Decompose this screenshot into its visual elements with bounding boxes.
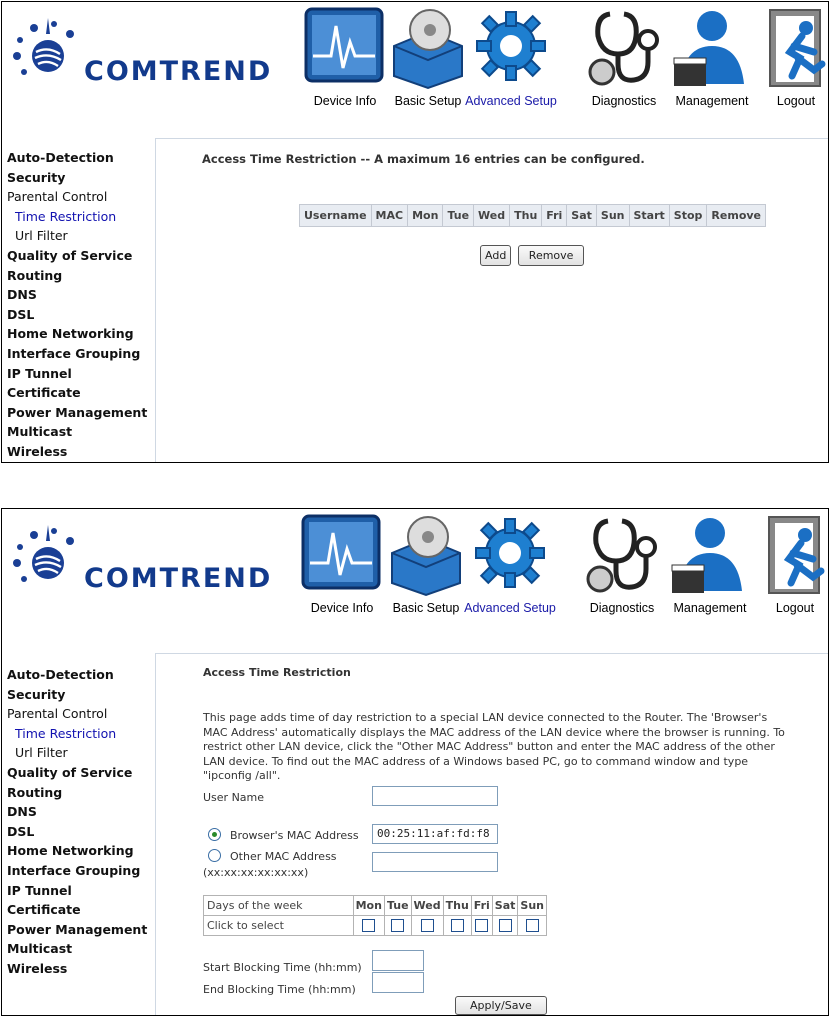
nav-label: Device Info [310,601,374,615]
sidebar-item-home-networking[interactable]: Home Networking [7,843,134,859]
nav-basic-setup[interactable] [386,6,470,116]
day-sun: Sun [518,896,547,916]
sidebar-item-routing[interactable]: Routing [7,267,63,283]
nav-label: Basic Setup [394,94,462,108]
device-info-icon [303,6,387,90]
sidebar-menu [7,150,157,464]
other-mac-radio[interactable] [208,849,221,862]
nav-device-info[interactable] [303,6,387,116]
button-row [480,245,802,266]
nav-label: Management [675,94,749,108]
col-mac: MAC [371,205,408,227]
fri-checkbox[interactable] [475,919,488,932]
day-fri: Fri [471,896,492,916]
thu-checkbox[interactable] [451,919,464,932]
wed-checkbox[interactable] [421,919,434,932]
sidebar-item-quality-of-service[interactable]: Quality of Service [7,764,133,780]
sidebar-item-auto-detection[interactable]: Auto-Detection [7,667,114,682]
logo-mark-icon [12,16,82,86]
start-time-label: Start Blocking Time (hh:mm) [203,961,362,974]
page-description: This page adds time of day restriction to a special LAN device connected to the Router. The 'Browser's MAC Address' automatically displays the MAC address of the LAN device where the browser is running. To restrict other LAN device, click the "Other MAC Address" button and enter the MAC address of the other LAN device. To find out the MAC address of a Windows based PC, go to command window and type "ipconfig /all". [203,711,785,782]
list-content [202,152,802,266]
basic-setup-icon [384,513,468,597]
page-title: Access Time Restriction [203,666,351,679]
comtrend-logo [12,22,282,102]
sidebar-item-home-networking[interactable]: Home Networking [7,326,134,342]
day-mon: Mon [353,896,384,916]
brand-name: COMTREND [84,56,273,87]
tue-checkbox[interactable] [391,919,404,932]
col-tue: Tue [443,205,474,227]
nav-logout[interactable] [753,513,831,623]
col-thu: Thu [510,205,542,227]
col-start: Start [629,205,669,227]
add-button[interactable]: Add [480,245,511,266]
advanced-setup-icon [469,6,553,90]
nav-basic-setup[interactable] [384,513,468,623]
remove-button[interactable]: Remove [518,245,585,266]
sidebar-item-url-filter[interactable]: Url Filter [15,228,68,244]
nav-label: Diagnostics [589,601,655,615]
day-wed: Wed [411,896,443,916]
col-sun: Sun [596,205,629,227]
sidebar-item-wireless[interactable]: Wireless [7,960,68,976]
sidebar-item-time-restriction[interactable]: Time Restriction [15,725,117,741]
sidebar-item-routing[interactable]: Routing [7,784,63,800]
mac-format-hint: (xx:xx:xx:xx:xx:xx) [203,866,309,879]
mon-checkbox[interactable] [362,919,375,932]
device-info-icon [300,513,384,597]
table-header-row [300,205,766,227]
diagnostics-icon [580,513,664,597]
sidebar-item-power-management[interactable]: Power Management [7,921,148,937]
sidebar [2,150,156,462]
sidebar-item-time-restriction[interactable]: Time Restriction [15,208,117,224]
sidebar-item-dns[interactable]: DNS [7,804,37,820]
sidebar-item-security[interactable]: Security [7,686,66,702]
logout-icon [754,6,831,90]
brand-name: COMTREND [84,563,273,594]
other-mac-label: Other MAC Address [230,850,337,863]
sidebar-item-ip-tunnel[interactable]: IP Tunnel [7,882,72,898]
user-name-label: User Name [203,791,265,804]
other-mac-input[interactable] [372,852,498,872]
logout-icon [753,513,831,597]
sidebar-item-power-management[interactable]: Power Management [7,404,148,420]
col-mon: Mon [408,205,443,227]
nav-label: Advanced Setup [464,601,556,615]
day-thu: Thu [443,896,471,916]
nav-device-info[interactable] [300,513,384,623]
nav-diagnostics[interactable] [580,513,664,623]
sidebar-item-wireless[interactable]: Wireless [7,443,68,459]
sidebar-item-security[interactable]: Security [7,169,66,185]
sidebar-item-interface-grouping[interactable]: Interface Grouping [7,345,141,361]
nav-advanced-setup[interactable] [464,513,556,623]
sidebar-item-parental-control[interactable]: Parental Control [7,706,108,722]
sidebar-item-interface-grouping[interactable]: Interface Grouping [7,862,141,878]
nav-label: Management [673,601,747,615]
sidebar-item-url-filter[interactable]: Url Filter [15,745,68,761]
basic-setup-icon [386,6,470,90]
management-icon [668,513,752,597]
sat-checkbox[interactable] [499,919,512,932]
col-stop: Stop [669,205,707,227]
days-table [203,895,547,936]
sun-checkbox[interactable] [526,919,539,932]
nav-diagnostics[interactable] [582,6,666,116]
screenshot-form-page [1,508,829,1016]
days-select-row [204,916,547,936]
sidebar-item-dsl[interactable]: DSL [7,306,35,322]
screenshot-list-page [1,1,829,463]
logo-mark-icon [12,523,82,593]
day-sat: Sat [492,896,518,916]
sidebar-item-certificate[interactable]: Certificate [7,385,81,401]
end-time-label: End Blocking Time (hh:mm) [203,983,356,996]
sidebar-item-ip-tunnel[interactable]: IP Tunnel [7,365,72,381]
nav-label: Logout [775,601,815,615]
apply-save-button[interactable]: Apply/Save [455,996,547,1015]
end-time-input[interactable] [372,972,424,993]
browser-mac-label: Browser's MAC Address [230,829,359,842]
click-to-select-label: Click to select [204,916,354,936]
days-header-row [204,896,547,916]
restriction-table [299,204,766,227]
nav-label: Advanced Setup [465,94,557,108]
browser-mac-radio[interactable] [208,828,221,841]
browser-mac-field[interactable]: 00:25:11:af:fd:f8 [372,824,498,844]
sidebar-item-parental-control[interactable]: Parental Control [7,189,108,205]
sidebar-item-certificate[interactable]: Certificate [7,902,81,918]
sidebar-item-multicast[interactable]: Multicast [7,424,73,440]
sidebar-item-multicast[interactable]: Multicast [7,941,73,957]
nav-advanced-setup[interactable] [465,6,557,116]
management-icon [670,6,754,90]
advanced-setup-icon [468,513,552,597]
nav-logout[interactable] [754,6,831,116]
sidebar-item-dsl[interactable]: DSL [7,823,35,839]
col-sat: Sat [567,205,597,227]
sidebar-item-auto-detection[interactable]: Auto-Detection [7,150,114,165]
nav-management[interactable] [668,513,752,623]
sidebar-item-quality-of-service[interactable]: Quality of Service [7,247,133,263]
sidebar-menu [7,667,157,981]
sidebar [2,667,156,1015]
col-wed: Wed [474,205,510,227]
col-remove: Remove [707,205,766,227]
page-title: Access Time Restriction -- A maximum 16 entries can be configured. [202,152,645,166]
nav-label: Logout [776,94,816,108]
day-tue: Tue [384,896,411,916]
nav-label: Device Info [313,94,377,108]
diagnostics-icon [582,6,666,90]
comtrend-logo [12,529,282,609]
header [2,509,828,637]
col-username: Username [300,205,372,227]
nav-label: Diagnostics [591,94,657,108]
nav-management[interactable] [670,6,754,116]
col-fri: Fri [542,205,567,227]
header [2,2,828,130]
start-time-input[interactable] [372,950,424,971]
days-label: Days of the week [204,896,354,916]
user-name-input[interactable] [372,786,498,806]
nav-label: Basic Setup [392,601,460,615]
sidebar-item-dns[interactable]: DNS [7,287,37,303]
